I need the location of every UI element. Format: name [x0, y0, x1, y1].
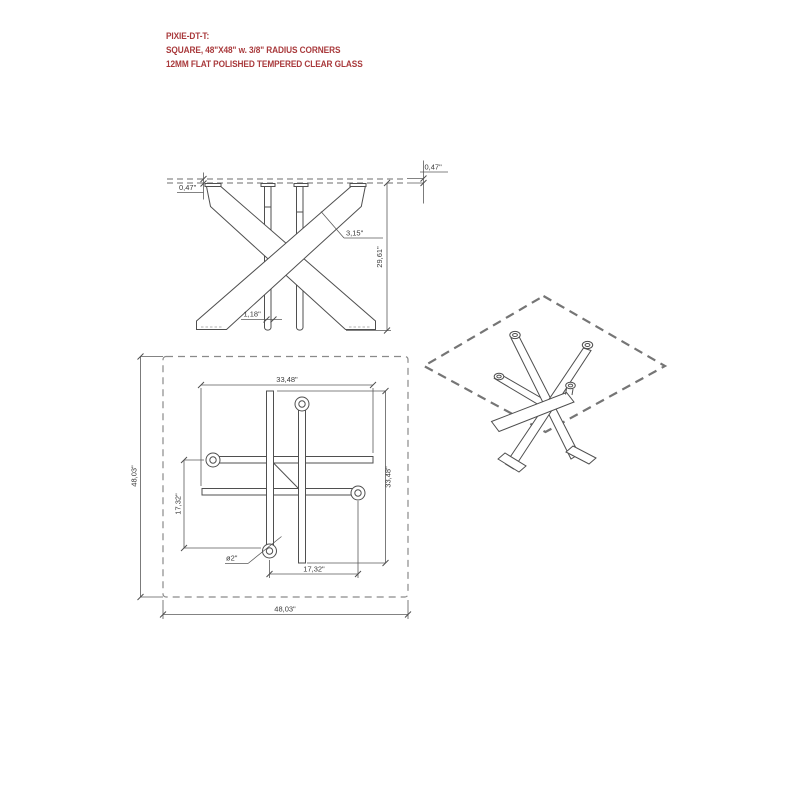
leg-mount-pads [205, 184, 366, 187]
dim-leg-tip [241, 310, 282, 323]
dim-leg-profile-label: 3,15" [346, 228, 364, 238]
leg-bars [202, 391, 373, 563]
plan-view [130, 354, 412, 620]
spec-glass-size: SQUARE, 48"X48" w. 3/8" RADIUS CORNERS [166, 45, 341, 55]
isometric-view [424, 296, 665, 472]
dim-glass-thickness-left [177, 173, 207, 200]
dim-pad-diameter-label: ø2" [226, 553, 238, 563]
dim-span-top-label: 33,48" [276, 375, 298, 384]
spec-glass-material: 12MM FLAT POLISHED TEMPERED CLEAR GLASS [166, 59, 363, 69]
dim-glass-thickness-right [407, 161, 448, 204]
dim-glass-thickness-right-label: 0,47" [424, 162, 442, 172]
dim-glass-thickness-left-label: 0,47" [179, 183, 197, 192]
dim-leg-tip-label: 1,18" [243, 309, 261, 319]
dim-offset-bottom [267, 501, 362, 578]
dim-base-height-label: 29,61" [375, 246, 384, 268]
dim-offset-left-label: 17,32" [173, 493, 183, 515]
dim-span-right [277, 388, 393, 566]
cross-legs [197, 187, 376, 330]
leg-pad-circles [206, 397, 365, 558]
glass-outline [163, 357, 408, 598]
dim-span-right-label: 33,48" [383, 466, 393, 488]
dim-overall-depth [130, 354, 164, 601]
front-elevation-view [167, 161, 448, 334]
dim-offset-left [174, 457, 262, 551]
iso-legs [492, 336, 597, 473]
dim-overall-width [160, 600, 411, 619]
product-code: PIXIE-DT-T: [166, 31, 210, 41]
dim-offset-bottom-label: 17,32" [303, 564, 325, 574]
dim-overall-width-label: 48,03" [274, 604, 296, 614]
dim-span-top [198, 375, 376, 486]
dim-overall-depth-label: 48,03" [129, 465, 139, 487]
